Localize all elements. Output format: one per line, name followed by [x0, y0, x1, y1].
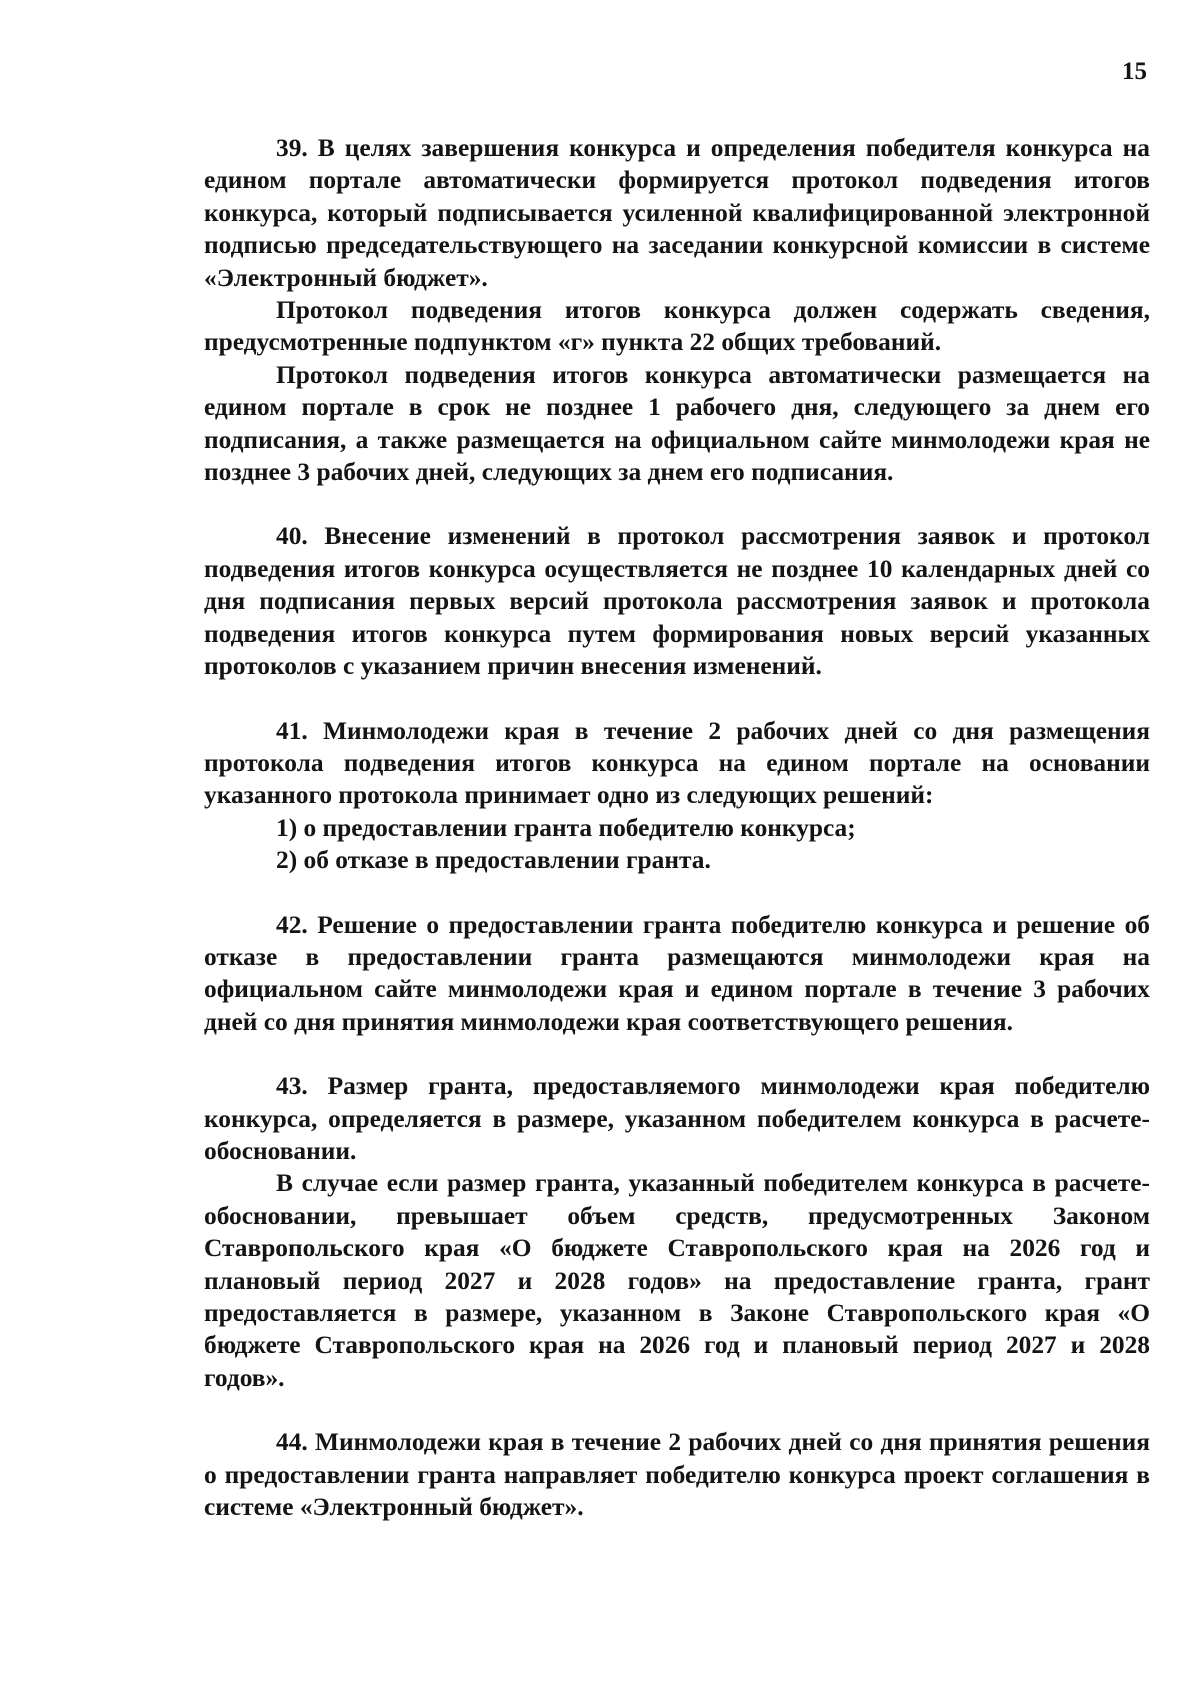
page-number: 15	[1122, 58, 1147, 85]
list-item-2: 2) об отказе в предоставлении гранта.	[276, 846, 711, 875]
paragraph-43-grant-limit: В случае если размер гранта, указанный победителем конкурса в расчете-обосновании, превышает объем средств, предусмотренных Законом Ставропольского края «О бюджете Ставропольского края на 2026 год и плановый период 2027 и 2028 годов» на предоставление гранта, грант предоставляется в размере, указанном в Законе Ставропольского края «О бюджете Ставропольского края на 2026 год и плановый период 2027 и 2028 годов».	[204, 1169, 1150, 1392]
paragraph-44: 44. Минмолодежи края в течение 2 рабочих дней со дня принятия решения о предоставлении гранта направляет победителю конкурса проект соглашения в системе «Электронный бюджет».	[204, 1428, 1150, 1522]
paragraph-40: 40. Внесение изменений в протокол рассмотрения заявок и протокол подведения итогов конкурса осуществляется не позднее 10 календарных дней со дня подписания первых версий протокола рассмотрения заявок и протокола подведения итогов конкурса путем формирования новых версий указанных протоколов с указанием причин внесения изменений.	[204, 522, 1150, 681]
paragraph-41: 41. Минмолодежи края в течение 2 рабочих дней со дня размещения протокола подведения итогов конкурса на едином портале на основании указанного протокола принимает одно из следующих решений:	[204, 716, 1150, 810]
paragraph-39-protocol-publication: Протокол подведения итогов конкурса автоматически размещается на едином портале в срок не позднее 1 рабочего дня, следующего за днем его подписания, а также размещается на официальном сайте минмолодежи края не позднее 3 рабочих дней, следующих за днем его подписания.	[204, 360, 1150, 487]
document-body	[204, 132, 1150, 1523]
paragraph-39-protocol-content: Протокол подведения итогов конкурса должен содержать сведения, предусмотренные подпунктом «г» пункта 22 общих требований.	[204, 296, 1150, 357]
paragraph-43: 43. Размер гранта, предоставляемого минмолодежи края победителю конкурса, определяется в размере, указанном победителем конкурса в расчете-обосновании.	[204, 1072, 1150, 1165]
paragraph-39: 39. В целях завершения конкурса и определения победителя конкурса на едином портале автоматически формируется протокол подведения итогов конкурса, который подписывается усиленной квалифицированной электронной подписью председательствующего на заседании конкурсной комиссии в системе «Электронный бюджет».	[204, 134, 1150, 292]
paragraph-42: 42. Решение о предоставлении гранта победителю конкурса и решение об отказе в предоставлении гранта размещаются минмолодежи края на официальном сайте минмолодежи края и едином портале в течение 3 рабочих дней со дня принятия минмолодежи края соответствующего решения.	[204, 910, 1150, 1036]
list-item-1: 1) о предоставлении гранта победителю конкурса;	[276, 813, 856, 842]
